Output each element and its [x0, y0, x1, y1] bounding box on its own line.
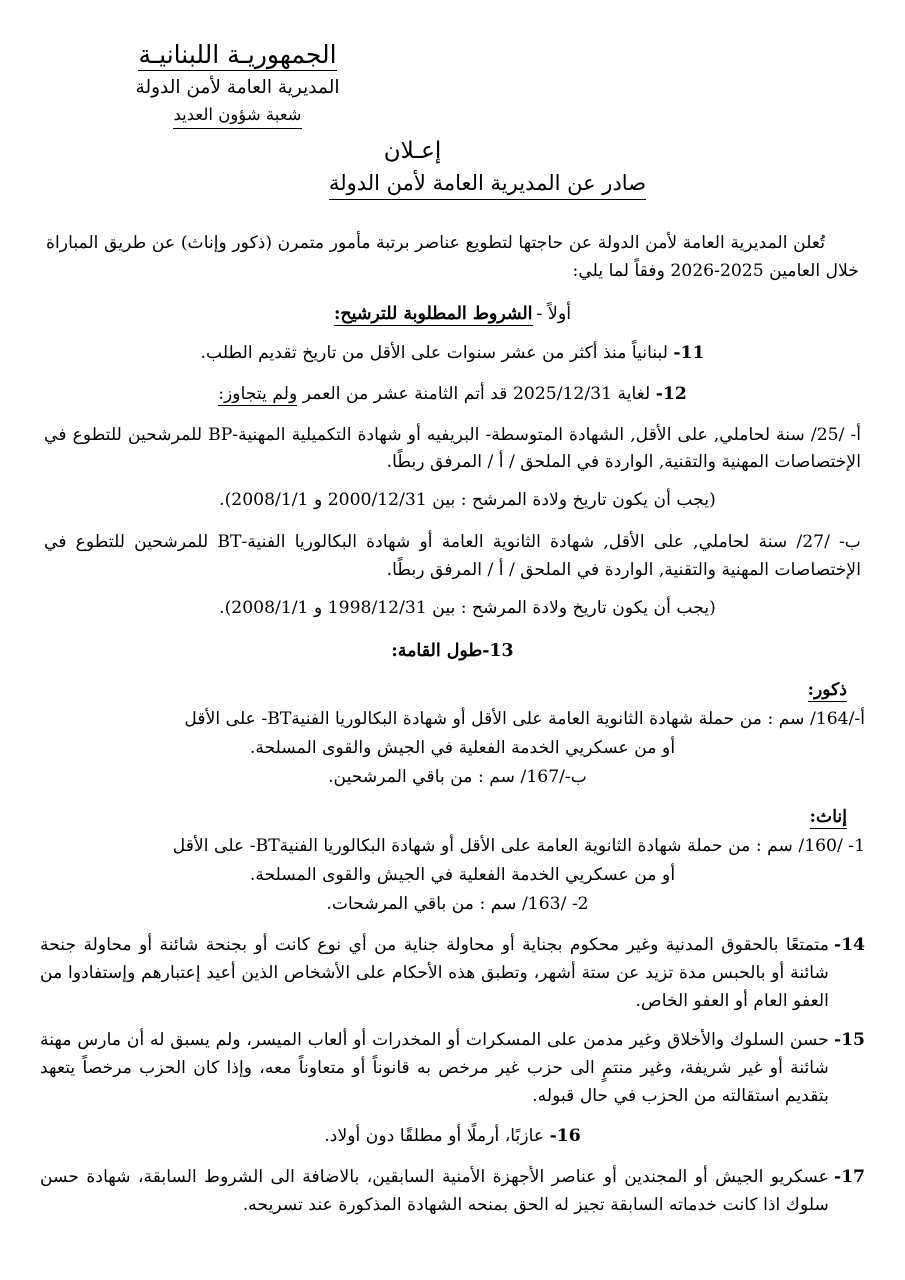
republic-title-text: الجمهوريـة اللبنانيـة: [138, 40, 337, 69]
condition-15-text: حسن السلوك والأخلاق وغير مدمن على المسكرات أو المخدرات أو ألعاب الميسر، ولم يسبق له أن مارس مهنة شائنة أو غير شريفة، وغير منتمٍ الى حزب غير مرخص به قانوناً أو متعاوناً معه، وإذا كان الحزب مرخصاً يتعهد بتقديم استقالته من الحزب في حال قبوله.: [40, 1030, 829, 1107]
condition-15: [40, 1027, 865, 1111]
sub-condition-b: ب- /27/ سنة لحاملي, على الأقل, شهادة الثانوية العامة أو شهادة البكالوريا الفنية-BT للمرشحين للتطوع في الإختصاصات المهنية والتقنية, الواردة في الملحق / أ / المرفق ربطًا.: [44, 532, 861, 581]
females-label: إناث:: [809, 807, 847, 828]
condition-11-number: 11-: [673, 342, 705, 363]
directorate-title: المديرية العامة لأمن الدولة: [135, 76, 340, 98]
height-section-title: طول القامة:: [391, 640, 483, 661]
females-height-line-1-cont: أو من عسكريي الخدمة الفعلية في الجيش والقوى المسلحة.: [249, 865, 676, 886]
condition-14: [40, 932, 865, 1016]
republic-title: [40, 40, 435, 71]
condition-17: [40, 1164, 865, 1220]
condition-11-text: لبنانياً منذ أكثر من عشر سنوات على الأقل من تاريخ تقديم الطلب.: [200, 342, 668, 363]
males-label: ذكور:: [807, 679, 847, 700]
condition-14-number: 14-: [833, 934, 865, 955]
section-title-wrap: [40, 100, 435, 128]
announcement-word: إعـلان: [383, 137, 442, 164]
sub-condition-a-note: (يجب أن يكون تاريخ ولادة المرشح : بين 2000/12/31 و 2008/1/1).: [219, 490, 716, 511]
section-one-title: الشروط المطلوبة للترشيح:: [333, 303, 533, 324]
males-label-wrap: [40, 677, 865, 705]
condition-12-underlined-tail: ولم يتجاوز:: [218, 383, 298, 404]
document-body: [40, 230, 865, 1220]
condition-12: [40, 381, 865, 409]
height-section-number: 13-: [482, 640, 514, 661]
males-height-line-2: ب-/167/ سم : من باقي المرشحين.: [328, 766, 587, 787]
females-label-wrap: [40, 804, 865, 832]
condition-16: [40, 1123, 865, 1151]
height-section-heading: [40, 637, 865, 665]
sub-condition-a: أ- /25/ سنة لحاملي, على الأقل, الشهادة المتوسطة- البريفيه أو شهادة التكميلية المهنية-BP للمرشحين للتطوع في الإختصاصات المهنية والتقنية, الواردة في الملحق / أ / المرفق ربطًا.: [44, 424, 861, 473]
condition-17-number: 17-: [833, 1166, 865, 1187]
condition-17-text: عسكريو الجيش أو المجندين أو عناصر الأجهزة الأمنية السابقين، بالاضافة الى الشروط السابقة، شهادة حسن سلوك اذا كانت خدماته السابقة تجيز له الحق بمنحه الشهادة المذكورة عند تسريحه.: [40, 1166, 829, 1215]
sub-condition-b-note: (يجب أن يكون تاريخ ولادة المرشح : بين 1998/12/31 و 2008/1/1).: [219, 597, 716, 618]
condition-16-number: 16-: [549, 1125, 581, 1146]
condition-11: [40, 340, 865, 368]
males-height-line-1: أ-/164/ سم : من حملة شهادة الثانوية العامة على الأقل أو شهادة البكالوريا الفنيةBT- على الأقل: [184, 708, 865, 729]
section-one-label: أولاً -: [536, 303, 572, 324]
condition-16-text: عازبًا، أرملًا أو مطلقًا دون أولاد.: [324, 1125, 545, 1146]
announcement-issuer: صادر عن المديرية العامة لأمن الدولة: [329, 169, 646, 200]
females-height-line-1: 1- /160/ سم : من حملة شهادة الثانوية العامة على الأقل أو شهادة البكالوريا الفنيةBT- على الأقل: [172, 836, 865, 857]
section-title: شعبة شؤون العديد: [173, 104, 301, 128]
condition-12-number: 12-: [655, 383, 687, 404]
females-height-line-2: 2- /163/ سم : من باقي المرشحات.: [326, 893, 589, 914]
males-height-line-1-cont: أو من عسكريي الخدمة الفعلية في الجيش والقوى المسلحة.: [249, 737, 676, 758]
condition-14-text: متمتعًا بالحقوق المدنية وغير محكوم بجناية أو محاولة جناية من أي نوع كانت أو بجنحة شائنة أو محاولة جنحة شائنة أو بالحبس مدة تزيد عن ستة أشهر، وتطبق هذه الأحكام على الأشخاص الذين أعيد إعتبارهم وإستفادوا من العفو العام أو العفو الخاص.: [40, 934, 829, 1011]
intro-paragraph: تُعلن المديرية العامة لأمن الدولة عن حاجتها لتطويع عناصر برتبة مأمور متمرن (ذكور وإناث) عن طريق المباراة خلال العامين 2025-2026 وفقاً لما يلي:: [46, 232, 859, 281]
section-one-heading: [40, 300, 865, 328]
condition-15-number: 15-: [833, 1030, 865, 1051]
letterhead: [40, 40, 435, 129]
condition-12-text: لغاية 2025/12/31 قد أتم الثامنة عشر من العمر: [302, 383, 651, 404]
announcement-title-block: [210, 137, 765, 200]
